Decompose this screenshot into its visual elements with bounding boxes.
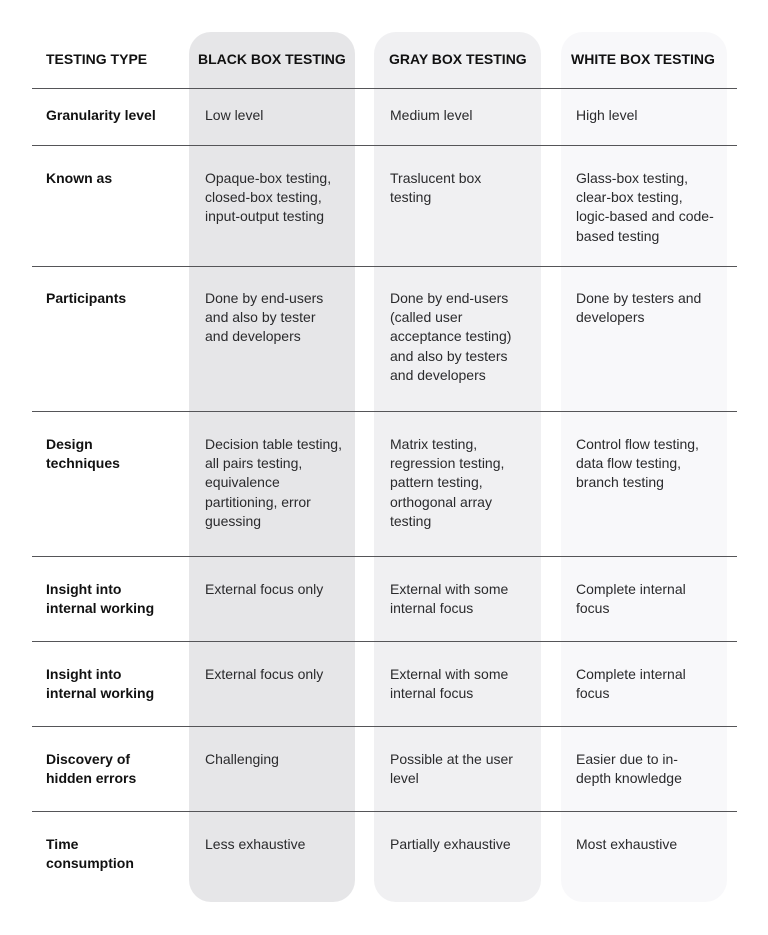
row-label: Discovery of hidden errors <box>46 751 137 787</box>
row-divider <box>32 726 737 727</box>
header-gray-box: GRAY BOX TESTING <box>389 51 527 67</box>
white-box-cell: Most exhaustive <box>576 836 678 852</box>
row-label: Insight into internal working <box>46 581 155 617</box>
black-box-cell: External focus only <box>205 666 324 682</box>
gray-box-cell: Possible at the user level <box>390 751 513 787</box>
header-black-box: BLACK BOX TESTING <box>198 51 346 67</box>
row-label: Insight into internal working <box>46 666 155 702</box>
gray-box-cell: Medium level <box>390 107 473 123</box>
row-label: Design techniques <box>46 436 120 472</box>
gray-box-cell: Partially exhaustive <box>390 836 511 852</box>
row-divider <box>32 88 737 89</box>
white-box-cell: Complete internal focus <box>576 581 686 617</box>
row-divider <box>32 266 737 267</box>
white-box-cell: Glass-box testing, clear-box testing, logic-based and code-based testing <box>576 170 714 244</box>
white-box-cell: Complete internal focus <box>576 666 686 702</box>
row-label: Known as <box>46 170 113 186</box>
row-divider <box>32 811 737 812</box>
row-divider <box>32 145 737 146</box>
black-box-cell: Decision table testing, all pairs testing, equivalence partitioning, error guessing <box>205 436 342 529</box>
white-box-cell: Control flow testing, data flow testing, branch testing <box>576 436 699 491</box>
row-label: Participants <box>46 290 127 306</box>
gray-box-cell: External with some internal focus <box>390 581 509 617</box>
black-box-cell: External focus only <box>205 581 324 597</box>
black-box-cell: Challenging <box>205 751 279 767</box>
black-box-cell: Low level <box>205 107 264 123</box>
header-white-box: WHITE BOX TESTING <box>571 51 715 67</box>
gray-box-cell: External with some internal focus <box>390 666 509 702</box>
row-label: Granularity level <box>46 107 156 123</box>
white-box-cell: Easier due to in-depth knowledge <box>576 751 682 787</box>
black-box-cell: Opaque-box testing, closed-box testing, input-output testing <box>205 170 332 225</box>
row-divider <box>32 411 737 412</box>
black-box-cell: Done by end-users and also by tester and developers <box>205 290 324 345</box>
white-box-cell: Done by testers and developers <box>576 290 702 326</box>
gray-box-cell: Matrix testing, regression testing, pattern testing, orthogonal array testing <box>390 436 505 529</box>
row-divider <box>32 556 737 557</box>
row-label: Time consumption <box>46 836 134 872</box>
gray-box-cell: Traslucent box testing <box>390 170 482 206</box>
header-testing-type: TESTING TYPE <box>46 51 148 67</box>
black-box-cell: Less exhaustive <box>205 836 306 852</box>
gray-box-cell: Done by end-users (called user acceptance testing) and also by testers and developers <box>390 290 512 383</box>
row-divider <box>32 641 737 642</box>
white-box-cell: High level <box>576 107 638 123</box>
